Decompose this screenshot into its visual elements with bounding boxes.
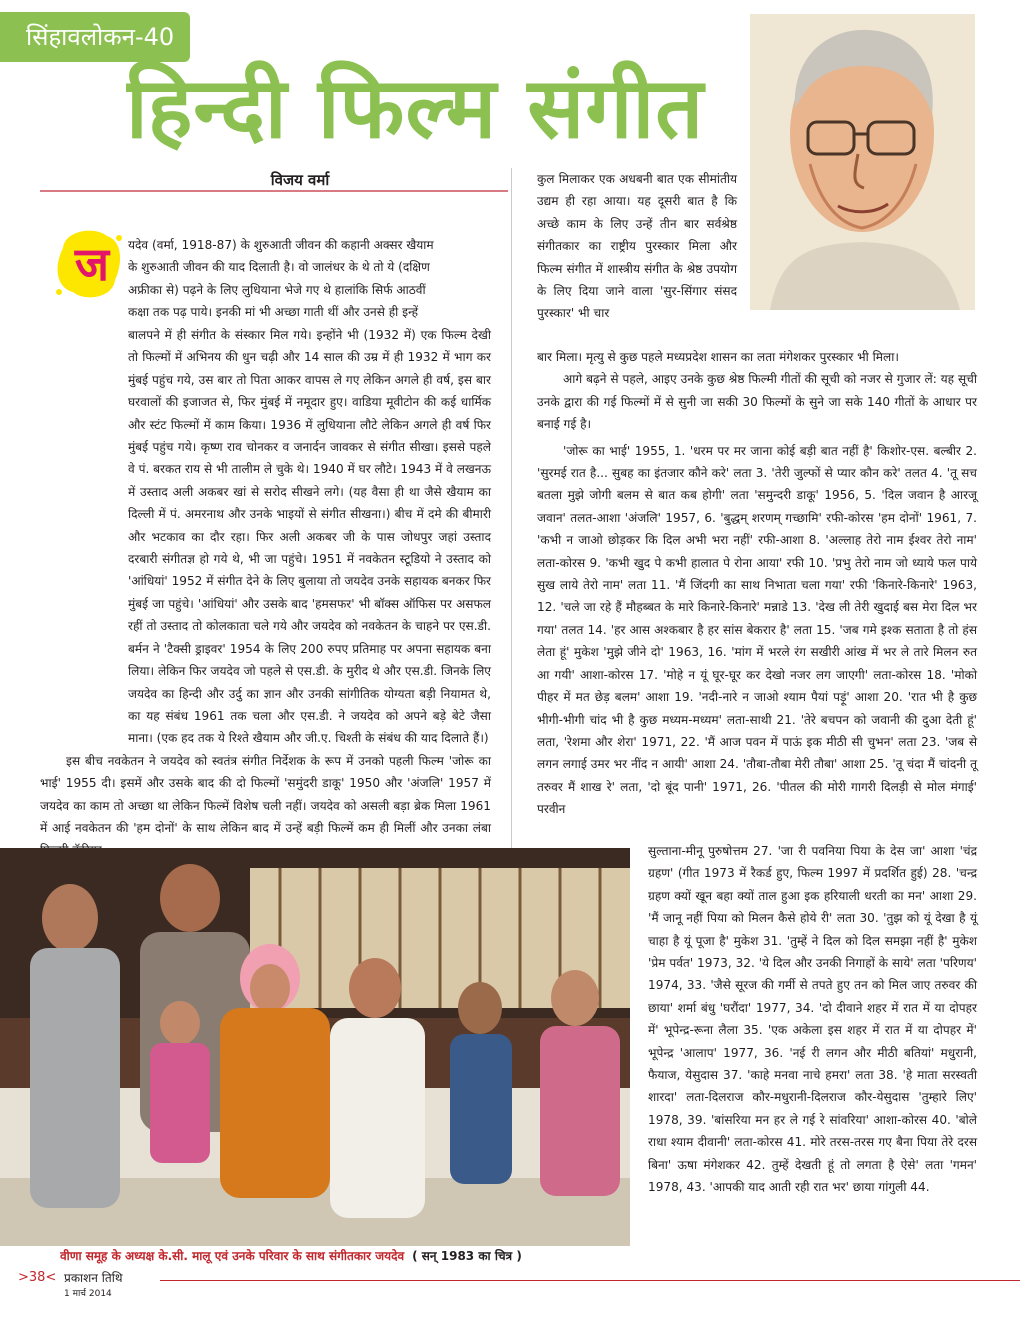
body-paragraph: इस बीच नवकेतन ने जयदेव को स्वतंत्र संगीत निर्देशक के रूप में उनको पहली फिल्म 'जोरू का भाई' 1955 दी। इसमें और उसके बाद की दो फिल्मों 'समुंदरी डाकू' 1950 और 'अंजलि' 1957 में जयदेव का काम तो अच्छा था लेकिन फिल्में विशेष चली नहीं। जयदेव को असली बड़ा ब्रेक मिला 1961 में आई नवकेतन की 'हम दोनों' के साथ लेकिन बाद में उन्हें बड़ी फिल्में कम ही मिलीं और उनका लंबा: [40, 753, 491, 835]
publication-date: 1 मार्च 2014: [64, 1289, 112, 1299]
author-byline: विजय वर्मा: [270, 171, 330, 189]
column-1-intro: [128, 234, 491, 324]
title-divider: [40, 190, 508, 192]
intro-line: कक्षा तक पढ़ पाये। इनकी मां भी अच्छा गाती थीं और उनसे ही इन्हें: [128, 305, 419, 320]
body-paragraph: बालपने में ही संगीत के संस्कार मिल गये। इन्होंने भी (1932 में) एक फिल्म देखी तो फिल्मों में अभिनय की धुन चढ़ी और 14 साल की उम्र में ही 1932 में भाग कर मुंबई पहुंच गये, उस बार तो पिता आकर वापस ले गए लेकिन अगले ही वर्ष, इस बार घरवालों की इजाजत से, फिर मुंबई में नमूदार हुए। वाडिया मूवीटोन की कई धार्मिक और स्टंट फिल्मों में काम किया। 1936 में लुधियाना लौटे लेकिन अगले ही वर्ष फिर मुंबई पहुंच गये। कृष्ण राव चोनकर व जनार्दन जावकर से संगीत सीखा। इससे पहले वे पं. बरकत राय से भी तालीम ले चुके थे। 1940 में घर लौटे। 1943 में वे लखनऊ में उस्ताद अली अकबर खां से सरोद सीखने लगे। (यह वैसा ही था जैसे खैयाम का दिल्ली में पं. अमरनाथ और उनके भाइयों से संगीत सीखना।) बीच में दमे की बीमारी और भटकाव का दौर रहा। फिर अली अकबर जी के पास जोधपुर जहां उस्ताद दरबारी संगीतज्ञ हो गये थे, भी जा पहुंचे। 1951 में नवकेतन स्टूडियो ने उस्ताद को 'आंधियां' 1952 में संगीत देने के लिए बुलाया तो जयदेव उनके सहायक बनकर फिर मुंबई जा पहुंचे। 'आंधियां' और उसके बाद 'हमसफर' भी बॉक्स ऑफिस पर असफल रहीं तो उस्ताद तो कोलकाता चले गये और जयदेव को नवकेतन के चाहने पर एस.डी. बर्मन ने 'टैक्सी ड्राइवर' 1954 के लिए 200 रुपए प्रतिमाह पर अपना सहायक बना लिया। लेकिन फिर जयदेव जो पहले से एस.डी. के मुरीद थे और एस.डी. जिनके लिए जयदेव का हिन्दी और उर्दु का ज्ञान और उनकी सांगीतिक योग्यता बड़ी नियामत थे, का यह संबंध 1961 तक चला और एस.डी. ने जयदेव को अपने बड़े बेटे जैसा माना। (एक हद तक ये रिश्ते खैयाम और जी.ए. चिश्ती के संबंध की याद दिलाते हैं।): [128, 328, 491, 746]
page-number-value: 38: [28, 1270, 46, 1285]
caption-year: ( सन् 1983 का चित्र ): [412, 1249, 522, 1263]
series-tag: सिंहावलोकन-40: [0, 12, 190, 62]
body-paragraph: कुल मिलाकर एक अधबनी बात एक सीमांतीय उद्यम ही रहा आया। यह दूसरी बात है कि अच्छे काम के लिए उन्हें तीन बार सर्वश्रेष्ठ संगीतकार का राष्ट्रीय पुरस्कार मिला और फिल्म संगीत में शास्त्रीय संगीत के श्रेष्ठ उपयोग के लिए दिया जाने वाला 'सुर-सिंगार संसद पुरस्कार' भी चार: [537, 172, 737, 321]
drop-cap-letter: ज: [74, 237, 110, 291]
column-1-body: [40, 324, 491, 862]
body-paragraph: बार मिला। मृत्यु से कुछ पहले मध्यप्रदेश शासन का लता मंगेशकर पुरस्कार भी मिला।: [537, 350, 899, 364]
photo-caption: [60, 1247, 630, 1265]
intro-line: के शुरुआती जीवन की याद दिलाती है। वो जालंधर के थे तो ये (दक्षिण: [128, 260, 430, 275]
page-number: >38<: [18, 1270, 57, 1285]
caption-text: वीणा समूह के अध्यक्ष के.सी. मालू एवं उनके परिवार के साथ संगीतकार जयदेव: [60, 1249, 405, 1263]
intro-line: अफ्रीका से) पढ़ने के लिए लुधियाना भेजे गए थे हालांकि सिर्फ आठवीं: [128, 282, 426, 297]
publication-label: प्रकाशन तिथि: [64, 1271, 123, 1285]
family-photo: [0, 848, 630, 1246]
song-list: 'जोरू का भाई' 1955, 1. 'धरम पर मर जाना कोई बड़ी बात नहीं है' किशोर-एस. बल्बीर 2. 'सुरमई रात है... सुबह का इंतजार कौने करे' लता 3. 'तेरी जुल्फों से प्यार कौन करे' तलत 4. 'तू सच बतला मुझे जोगी बलम से बात कब होगी' लता 'समुन्दरी डाकू' 1956, 5. 'दिल जवान है आरजू जवान' तलत-आशा 'अंजलि' 1957, 6. 'बुद्धम् शरणम् गच्छामि' रफी-कोरस 'हम दोनों' 1961, 7. 'कभी न जाओ छोड़कर कि दिल अभी भरा नहीं' रफी-आशा 8. 'अल्लाह तेरो नाम ईश्वर तेरो नाम' लता-कोरस 9. 'कभी खुद पे कभी हालात पे रोना आया' रफी 10. 'प्रभु तेरो नाम जो ध्याये फल पाये सुख लाये तेरो नाम' लता 11. 'मैं जिंदगी का साथ निभाता चला गया' रफी 'किनारे-किनारे' 1963, 12. 'चले जा रहे हैं मौहब्बत के मारे किनारे-किनारे' मन्नाडे 13. 'देख ली तेरी खुदाई बस मेरा दिल भर गया' तलत 14. 'हर आस अश्कबार है हर सांस बेकरार है' लता 15. 'जब गमे इश्क सताता है तो हंस लेता हूं' मुकेश 'मुझे जीने दो' 1963, 16. 'मांग में भरले रंग सखीरी आंख में भर ले तारे मिलन रुत आ गयी' आशा-कोरस 17. 'मोहे न यूं घूर-घूर कर देखो नजर लग जाएगी' लता-कोरस 18. 'मोको पीहर में मत छेड़ बलम' आशा 19. 'नदी-नारे न जाओ श्याम पैयां पड़ूं' आशा 20. 'रात भी है कुछ भीगी-भीगी चांद भी है कुछ मध्यम-मध्यम' लता-साथी 21. 'तेरे बचपन को जवानी की दुआ देती हूं' लता, 'रेशमा और शेरा' 1971, 22. 'मैं आज पवन में पाऊं इक मीठी सी चुभन' लता 23. 'जब से लगन लगाई उमर भर नींद न आयी' आशा 24. 'तौबा-तौबा मेरी तौबा' आशा 25. 'तू चंदा मैं चांदनी तू तरुवर मैं शाख रे' लता, 'दो बूंद पानी' 1971, 26. 'पीतल की मोरी गागरी दिलड़ी से मोल मंगाई' परवीन: [537, 443, 977, 817]
article-title: हिन्दी फिल्म संगीत: [126, 59, 705, 157]
portrait-illustration: [750, 14, 975, 310]
column-2-main: [537, 346, 977, 821]
column-divider: [511, 168, 512, 848]
column-2-top: [537, 168, 737, 325]
body-paragraph: आगे बढ़ने से पहले, आइए उनके कुछ श्रेष्ठ फिल्मी गीतों की सूची को नजर से गुजार लें: यह सूची उनके द्वारा की गई फिल्मों में से सुनी जा सकी 30 फिल्मों के सुने जा सके 140 गीतों के आधार पर बनाई गई है।: [537, 372, 977, 432]
column-2-bottom: [648, 840, 977, 1199]
publication-info: [64, 1270, 156, 1302]
song-list-continued: सुल्ताना-मीनू पुरुषोत्तम 27. 'जा री पवनिया पिया के देस जा' आशा 'चंद्र ग्रहण' (गीत 1973 में रैकर्ड हुए, फिल्म 1997 में प्रदर्शित हुई) 28. 'चन्द्र ग्रहण क्यों खून बहा क्यों ताल हुआ इक हरियाली धरती का मन' आशा 29. 'मैं जानू नहीं पिया को मिलन कैसे होये री' लता 30. 'तुझ को यूं देखा है यूं चाहा है यूं पूजा है' मुकेश 31. 'तुम्हें ने दिल को दिल समझा नहीं है' मुकेश 'प्रेम पर्वत' 1973, 32. 'ये दिल और उनकी निगाहों के साये' लता 'परिणय' 1974, 33. 'जैसे सूरज की गर्मी से तपते हुए तन को मिल जाए तरुवर की छाया' शर्मा बंधु 'घरौंदा' 1977, 34. 'दो दीवाने शहर में रात में या दोपहर में' भूपेन्द्र-रूना लैला 35. 'एक अकेला इस शहर में रात में या दोपहर में' भूपेन्द्र 'आलाप' 1977, 36. 'नई री लगन और मीठी बतियां' मधुरानी, फैयाज, येसुदास 37. 'काहे मनवा नाचे हमरा' लता 38. 'हे माता सरस्वती शारदा' लता-दिलराज कौर-मधुरानी-दिलराज कौर-येसुदास 'तुम्हारे लिए' 1978, 39. 'बांसरिया मन हर ले गई रे सांवरिया' आशा-कोरस 40. 'बोले राधा श्याम दीवानी' लता-कोरस 41. मोरे तरस-तरस गए बैना पिया तेरे दरस बिना' ऊषा मंगेशकर 42. तुम्हें देखती हूं तो लगता है ऐसे' लता 'गमन' 1978, 43. 'आपकी याद आती रही रात भर' छाया गांगुली 44.: [648, 844, 977, 1195]
intro-line: यदेव (वर्मा, 1918-87) के शुरुआती जीवन की कहानी अक्सर खैयाम: [128, 238, 434, 252]
footer-rule: [160, 1280, 1020, 1281]
